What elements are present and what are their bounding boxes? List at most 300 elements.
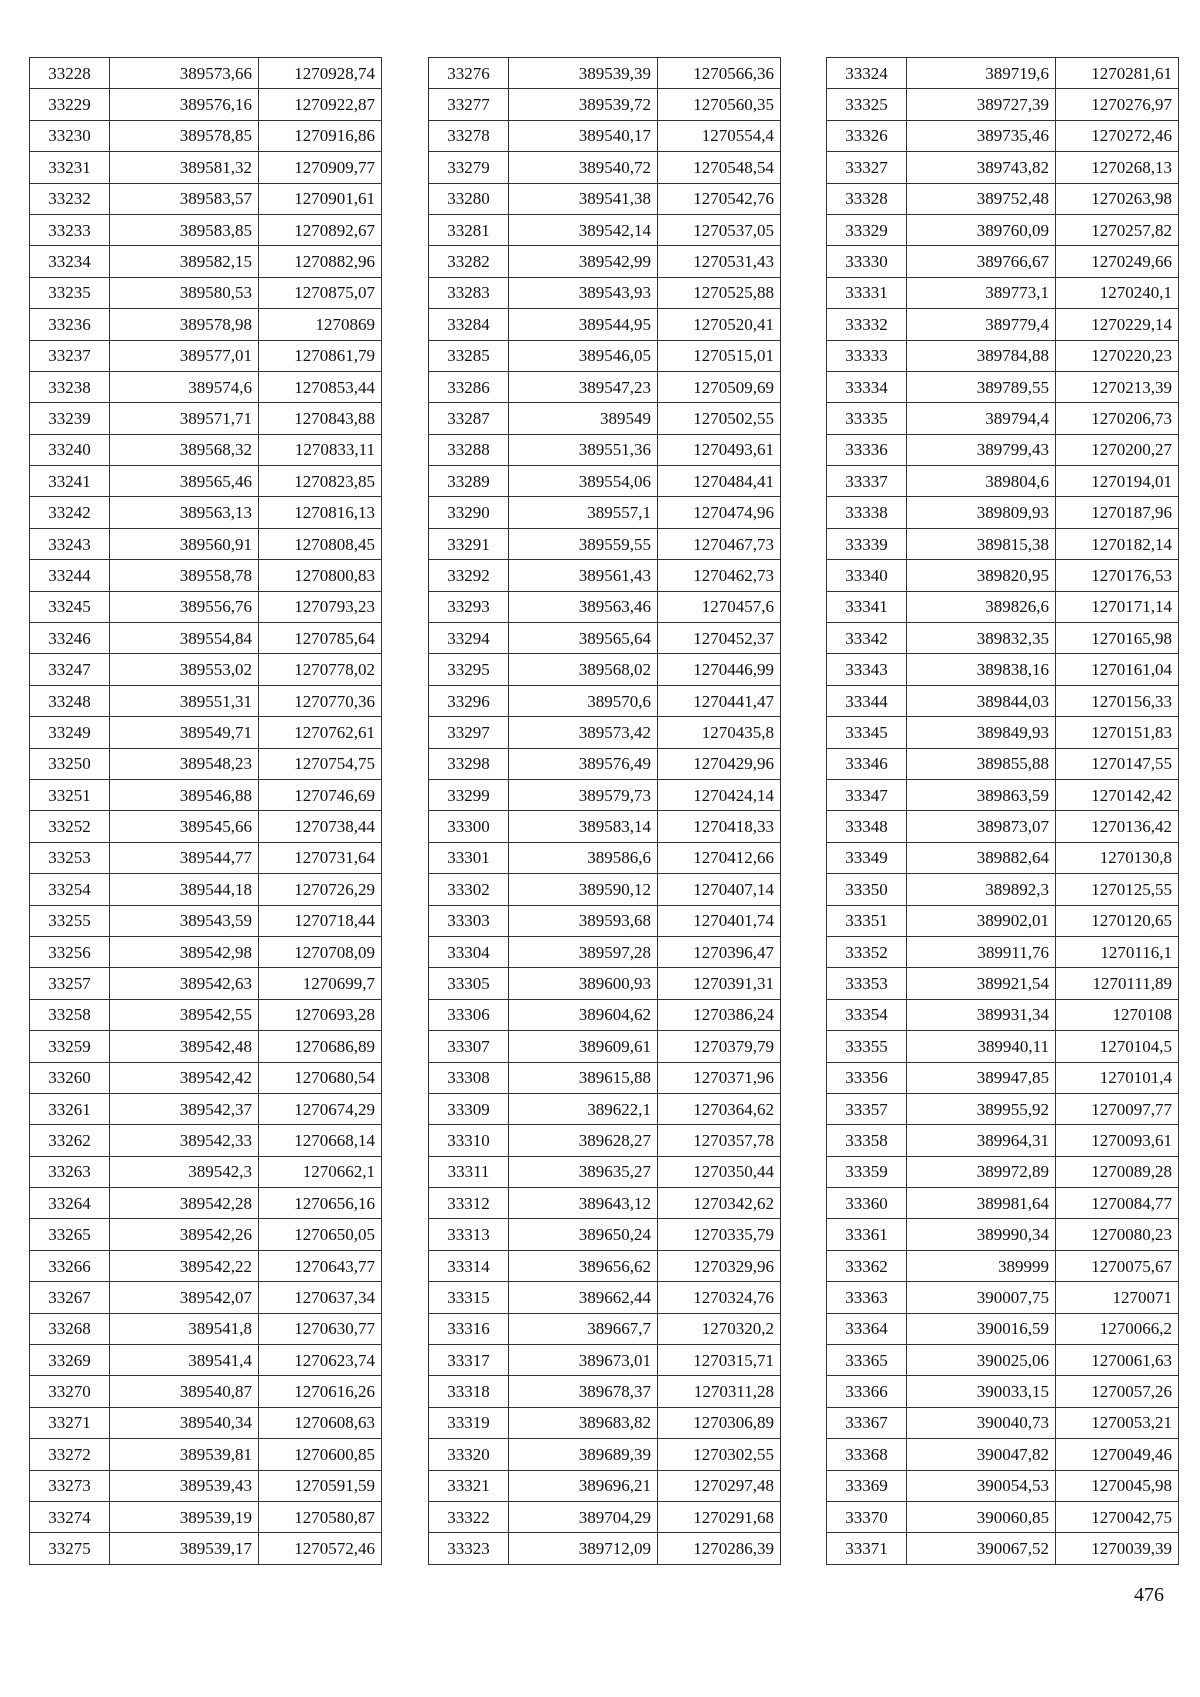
x-coordinate-cell: 389696,21 (509, 1470, 658, 1501)
table-row (827, 214, 1179, 245)
y-coordinate-cell: 1270525,88 (658, 277, 781, 308)
point-id-cell: 33277 (429, 89, 509, 120)
point-id-cell: 33283 (429, 277, 509, 308)
point-id-cell: 33341 (827, 591, 907, 622)
x-coordinate-cell: 389689,39 (509, 1439, 658, 1470)
point-id-cell: 33322 (429, 1501, 509, 1532)
point-id-cell: 33296 (429, 685, 509, 716)
point-id-cell: 33279 (429, 152, 509, 183)
point-id-cell: 33249 (30, 717, 110, 748)
y-coordinate-cell: 1270520,41 (658, 309, 781, 340)
x-coordinate-cell: 389542,26 (110, 1219, 259, 1250)
point-id-cell: 33294 (429, 623, 509, 654)
y-coordinate-cell: 1270537,05 (658, 214, 781, 245)
x-coordinate-cell: 389541,4 (110, 1345, 259, 1376)
x-coordinate-cell: 389543,93 (509, 277, 658, 308)
x-coordinate-cell: 389542,22 (110, 1250, 259, 1281)
y-coordinate-cell: 1270053,21 (1056, 1407, 1179, 1438)
x-coordinate-cell: 389579,73 (509, 779, 658, 810)
y-coordinate-cell: 1270808,45 (259, 528, 382, 559)
table-row (827, 403, 1179, 434)
y-coordinate-cell: 1270608,63 (259, 1407, 382, 1438)
point-id-cell: 33284 (429, 309, 509, 340)
point-id-cell: 33246 (30, 623, 110, 654)
y-coordinate-cell: 1270861,79 (259, 340, 382, 371)
x-coordinate-cell: 389704,29 (509, 1501, 658, 1532)
x-coordinate-cell: 389964,31 (907, 1125, 1056, 1156)
x-coordinate-cell: 389586,6 (509, 842, 658, 873)
point-id-cell: 33280 (429, 183, 509, 214)
x-coordinate-cell: 389544,18 (110, 874, 259, 905)
y-coordinate-cell: 1270104,5 (1056, 1031, 1179, 1062)
table-row (827, 1376, 1179, 1407)
table-row (429, 309, 781, 340)
x-coordinate-cell: 389544,77 (110, 842, 259, 873)
x-coordinate-cell: 389815,38 (907, 528, 1056, 559)
table-row (429, 403, 781, 434)
point-id-cell: 33313 (429, 1219, 509, 1250)
point-id-cell: 33299 (429, 779, 509, 810)
point-id-cell: 33263 (30, 1156, 110, 1187)
x-coordinate-cell: 389551,36 (509, 434, 658, 465)
y-coordinate-cell: 1270823,85 (259, 466, 382, 497)
y-coordinate-cell: 1270800,83 (259, 560, 382, 591)
point-id-cell: 33321 (429, 1470, 509, 1501)
x-coordinate-cell: 389542,55 (110, 999, 259, 1030)
point-id-cell: 33265 (30, 1219, 110, 1250)
y-coordinate-cell: 1270324,76 (658, 1282, 781, 1313)
point-id-cell: 33289 (429, 466, 509, 497)
table-row (827, 1219, 1179, 1250)
table-row (30, 152, 382, 183)
x-coordinate-cell: 389539,17 (110, 1533, 259, 1564)
table-row (429, 811, 781, 842)
x-coordinate-cell: 389832,35 (907, 623, 1056, 654)
table-row (30, 999, 382, 1030)
y-coordinate-cell: 1270869 (259, 309, 382, 340)
table-row (827, 497, 1179, 528)
y-coordinate-cell: 1270371,96 (658, 1062, 781, 1093)
x-coordinate-cell: 389539,39 (509, 58, 658, 89)
y-coordinate-cell: 1270039,39 (1056, 1533, 1179, 1564)
y-coordinate-cell: 1270176,53 (1056, 560, 1179, 591)
y-coordinate-cell: 1270875,07 (259, 277, 382, 308)
x-coordinate-cell: 389542,99 (509, 246, 658, 277)
x-coordinate-cell: 390060,85 (907, 1501, 1056, 1532)
x-coordinate-cell: 389577,01 (110, 340, 259, 371)
coordinate-table-3 (826, 57, 1179, 1565)
point-id-cell: 33307 (429, 1031, 509, 1062)
table-row (429, 120, 781, 151)
point-id-cell: 33271 (30, 1407, 110, 1438)
point-id-cell: 33232 (30, 183, 110, 214)
x-coordinate-cell: 389662,44 (509, 1282, 658, 1313)
point-id-cell: 33305 (429, 968, 509, 999)
x-coordinate-cell: 389543,59 (110, 905, 259, 936)
x-coordinate-cell: 389541,8 (110, 1313, 259, 1344)
y-coordinate-cell: 1270302,55 (658, 1439, 781, 1470)
y-coordinate-cell: 1270816,13 (259, 497, 382, 528)
y-coordinate-cell: 1270342,62 (658, 1188, 781, 1219)
table-row (30, 968, 382, 999)
table-row (429, 528, 781, 559)
table-row (827, 1533, 1179, 1564)
x-coordinate-cell: 389563,46 (509, 591, 658, 622)
table-row (30, 874, 382, 905)
point-id-cell: 33262 (30, 1125, 110, 1156)
y-coordinate-cell: 1270120,65 (1056, 905, 1179, 936)
point-id-cell: 33233 (30, 214, 110, 245)
x-coordinate-cell: 389794,4 (907, 403, 1056, 434)
point-id-cell: 33332 (827, 309, 907, 340)
point-id-cell: 33349 (827, 842, 907, 873)
x-coordinate-cell: 389544,95 (509, 309, 658, 340)
x-coordinate-cell: 389902,01 (907, 905, 1056, 936)
y-coordinate-cell: 1270566,36 (658, 58, 781, 89)
point-id-cell: 33316 (429, 1313, 509, 1344)
y-coordinate-cell: 1270108 (1056, 999, 1179, 1030)
table-row (827, 371, 1179, 402)
x-coordinate-cell: 389542,42 (110, 1062, 259, 1093)
table-row (429, 999, 781, 1030)
table-row (30, 1407, 382, 1438)
x-coordinate-cell: 389981,64 (907, 1188, 1056, 1219)
x-coordinate-cell: 389546,88 (110, 779, 259, 810)
x-coordinate-cell: 389643,12 (509, 1188, 658, 1219)
point-id-cell: 33334 (827, 371, 907, 402)
table-row (429, 779, 781, 810)
y-coordinate-cell: 1270656,16 (259, 1188, 382, 1219)
y-coordinate-cell: 1270616,26 (259, 1376, 382, 1407)
point-id-cell: 33324 (827, 58, 907, 89)
x-coordinate-cell: 389622,1 (509, 1093, 658, 1124)
point-id-cell: 33352 (827, 936, 907, 967)
point-id-cell: 33303 (429, 905, 509, 936)
table-row (827, 654, 1179, 685)
point-id-cell: 33295 (429, 654, 509, 685)
point-id-cell: 33239 (30, 403, 110, 434)
table-row (30, 591, 382, 622)
x-coordinate-cell: 389546,05 (509, 340, 658, 371)
table-row (429, 1501, 781, 1532)
y-coordinate-cell: 1270452,37 (658, 623, 781, 654)
table-row (827, 1093, 1179, 1124)
x-coordinate-cell: 389553,02 (110, 654, 259, 685)
point-id-cell: 33312 (429, 1188, 509, 1219)
x-coordinate-cell: 389931,34 (907, 999, 1056, 1030)
table-row (30, 1093, 382, 1124)
y-coordinate-cell: 1270424,14 (658, 779, 781, 810)
table-row (30, 466, 382, 497)
table-row (30, 1533, 382, 1564)
y-coordinate-cell: 1270686,89 (259, 1031, 382, 1062)
x-coordinate-cell: 389838,16 (907, 654, 1056, 685)
point-id-cell: 33360 (827, 1188, 907, 1219)
x-coordinate-cell: 389597,28 (509, 936, 658, 967)
table-row (30, 623, 382, 654)
y-coordinate-cell: 1270066,2 (1056, 1313, 1179, 1344)
x-coordinate-cell: 389542,63 (110, 968, 259, 999)
x-coordinate-cell: 389784,88 (907, 340, 1056, 371)
table-row (827, 968, 1179, 999)
table-row (827, 1313, 1179, 1344)
y-coordinate-cell: 1270708,09 (259, 936, 382, 967)
x-coordinate-cell: 389911,76 (907, 936, 1056, 967)
x-coordinate-cell: 389779,4 (907, 309, 1056, 340)
x-coordinate-cell: 390007,75 (907, 1282, 1056, 1313)
x-coordinate-cell: 389600,93 (509, 968, 658, 999)
y-coordinate-cell: 1270061,63 (1056, 1345, 1179, 1376)
point-id-cell: 33297 (429, 717, 509, 748)
y-coordinate-cell: 1270182,14 (1056, 528, 1179, 559)
x-coordinate-cell: 389735,46 (907, 120, 1056, 151)
y-coordinate-cell: 1270156,33 (1056, 685, 1179, 716)
point-id-cell: 33256 (30, 936, 110, 967)
y-coordinate-cell: 1270738,44 (259, 811, 382, 842)
table-row (30, 183, 382, 214)
y-coordinate-cell: 1270457,6 (658, 591, 781, 622)
table-row (827, 842, 1179, 873)
table-row (827, 183, 1179, 214)
table-row (827, 58, 1179, 89)
y-coordinate-cell: 1270778,02 (259, 654, 382, 685)
point-id-cell: 33325 (827, 89, 907, 120)
x-coordinate-cell: 389583,57 (110, 183, 259, 214)
y-coordinate-cell: 1270833,11 (259, 434, 382, 465)
point-id-cell: 33367 (827, 1407, 907, 1438)
table-row (429, 842, 781, 873)
point-id-cell: 33331 (827, 277, 907, 308)
table-row (30, 1282, 382, 1313)
x-coordinate-cell: 389554,06 (509, 466, 658, 497)
y-coordinate-cell: 1270089,28 (1056, 1156, 1179, 1187)
y-coordinate-cell: 1270580,87 (259, 1501, 382, 1532)
x-coordinate-cell: 389558,78 (110, 560, 259, 591)
x-coordinate-cell: 389568,02 (509, 654, 658, 685)
x-coordinate-cell: 389542,98 (110, 936, 259, 967)
table-row (30, 434, 382, 465)
x-coordinate-cell: 389999 (907, 1250, 1056, 1281)
x-coordinate-cell: 389955,92 (907, 1093, 1056, 1124)
x-coordinate-cell: 390016,59 (907, 1313, 1056, 1344)
y-coordinate-cell: 1270084,77 (1056, 1188, 1179, 1219)
y-coordinate-cell: 1270853,44 (259, 371, 382, 402)
point-id-cell: 33338 (827, 497, 907, 528)
y-coordinate-cell: 1270257,82 (1056, 214, 1179, 245)
point-id-cell: 33273 (30, 1470, 110, 1501)
x-coordinate-cell: 389609,61 (509, 1031, 658, 1062)
y-coordinate-cell: 1270142,42 (1056, 779, 1179, 810)
y-coordinate-cell: 1270097,77 (1056, 1093, 1179, 1124)
y-coordinate-cell: 1270909,77 (259, 152, 382, 183)
x-coordinate-cell: 389576,49 (509, 748, 658, 779)
point-id-cell: 33329 (827, 214, 907, 245)
table-row (429, 1219, 781, 1250)
table-row (827, 748, 1179, 779)
x-coordinate-cell: 389540,17 (509, 120, 658, 151)
x-coordinate-cell: 389990,34 (907, 1219, 1056, 1250)
coordinate-table-1 (29, 57, 382, 1565)
x-coordinate-cell: 389855,88 (907, 748, 1056, 779)
y-coordinate-cell: 1270401,74 (658, 905, 781, 936)
x-coordinate-cell: 389540,34 (110, 1407, 259, 1438)
x-coordinate-cell: 389541,38 (509, 183, 658, 214)
table-row (30, 905, 382, 936)
point-id-cell: 33270 (30, 1376, 110, 1407)
x-coordinate-cell: 389542,28 (110, 1188, 259, 1219)
table-row (429, 277, 781, 308)
x-coordinate-cell: 389557,1 (509, 497, 658, 528)
table-row (429, 89, 781, 120)
point-id-cell: 33310 (429, 1125, 509, 1156)
x-coordinate-cell: 389559,55 (509, 528, 658, 559)
y-coordinate-cell: 1270272,46 (1056, 120, 1179, 151)
table-row (827, 1282, 1179, 1313)
table-row (30, 1156, 382, 1187)
y-coordinate-cell: 1270699,7 (259, 968, 382, 999)
x-coordinate-cell: 389892,3 (907, 874, 1056, 905)
y-coordinate-cell: 1270429,96 (658, 748, 781, 779)
x-coordinate-cell: 389656,62 (509, 1250, 658, 1281)
y-coordinate-cell: 1270542,76 (658, 183, 781, 214)
y-coordinate-cell: 1270718,44 (259, 905, 382, 936)
y-coordinate-cell: 1270726,29 (259, 874, 382, 905)
table-row (429, 1031, 781, 1062)
y-coordinate-cell: 1270572,46 (259, 1533, 382, 1564)
y-coordinate-cell: 1270315,71 (658, 1345, 781, 1376)
table-row (429, 623, 781, 654)
x-coordinate-cell: 389673,01 (509, 1345, 658, 1376)
y-coordinate-cell: 1270291,68 (658, 1501, 781, 1532)
table-row (30, 717, 382, 748)
table-row (429, 717, 781, 748)
y-coordinate-cell: 1270793,23 (259, 591, 382, 622)
point-id-cell: 33231 (30, 152, 110, 183)
x-coordinate-cell: 389789,55 (907, 371, 1056, 402)
table-row (429, 1282, 781, 1313)
point-id-cell: 33293 (429, 591, 509, 622)
point-id-cell: 33298 (429, 748, 509, 779)
table-row (827, 999, 1179, 1030)
table-row (429, 1439, 781, 1470)
x-coordinate-cell: 389542,48 (110, 1031, 259, 1062)
y-coordinate-cell: 1270147,55 (1056, 748, 1179, 779)
point-id-cell: 33267 (30, 1282, 110, 1313)
point-id-cell: 33266 (30, 1250, 110, 1281)
y-coordinate-cell: 1270922,87 (259, 89, 382, 120)
point-id-cell: 33326 (827, 120, 907, 151)
point-id-cell: 33370 (827, 1501, 907, 1532)
point-id-cell: 33359 (827, 1156, 907, 1187)
table-row (30, 371, 382, 402)
point-id-cell: 33276 (429, 58, 509, 89)
x-coordinate-cell: 389921,54 (907, 968, 1056, 999)
table-row (827, 89, 1179, 120)
y-coordinate-cell: 1270165,98 (1056, 623, 1179, 654)
point-id-cell: 33327 (827, 152, 907, 183)
x-coordinate-cell: 389539,81 (110, 1439, 259, 1470)
x-coordinate-cell: 389542,33 (110, 1125, 259, 1156)
x-coordinate-cell: 389773,1 (907, 277, 1056, 308)
y-coordinate-cell: 1270462,73 (658, 560, 781, 591)
x-coordinate-cell: 389565,46 (110, 466, 259, 497)
point-id-cell: 33244 (30, 560, 110, 591)
y-coordinate-cell: 1270075,67 (1056, 1250, 1179, 1281)
y-coordinate-cell: 1270171,14 (1056, 591, 1179, 622)
y-coordinate-cell: 1270080,23 (1056, 1219, 1179, 1250)
point-id-cell: 33286 (429, 371, 509, 402)
point-id-cell: 33254 (30, 874, 110, 905)
x-coordinate-cell: 389882,64 (907, 842, 1056, 873)
table-row (30, 246, 382, 277)
point-id-cell: 33251 (30, 779, 110, 810)
table-row (30, 1376, 382, 1407)
y-coordinate-cell: 1270892,67 (259, 214, 382, 245)
y-coordinate-cell: 1270441,47 (658, 685, 781, 716)
x-coordinate-cell: 390040,73 (907, 1407, 1056, 1438)
table-row (30, 403, 382, 434)
y-coordinate-cell: 1270357,78 (658, 1125, 781, 1156)
point-id-cell: 33345 (827, 717, 907, 748)
y-coordinate-cell: 1270693,28 (259, 999, 382, 1030)
point-id-cell: 33362 (827, 1250, 907, 1281)
y-coordinate-cell: 1270916,86 (259, 120, 382, 151)
x-coordinate-cell: 389574,6 (110, 371, 259, 402)
table-row (429, 968, 781, 999)
table-row (827, 466, 1179, 497)
point-id-cell: 33290 (429, 497, 509, 528)
y-coordinate-cell: 1270229,14 (1056, 309, 1179, 340)
y-coordinate-cell: 1270151,83 (1056, 717, 1179, 748)
table-row (30, 1501, 382, 1532)
table-row (30, 120, 382, 151)
point-id-cell: 33355 (827, 1031, 907, 1062)
x-coordinate-cell: 389590,12 (509, 874, 658, 905)
x-coordinate-cell: 389539,43 (110, 1470, 259, 1501)
y-coordinate-cell: 1270306,89 (658, 1407, 781, 1438)
y-coordinate-cell: 1270116,1 (1056, 936, 1179, 967)
table-row (30, 936, 382, 967)
point-id-cell: 33257 (30, 968, 110, 999)
table-row (827, 936, 1179, 967)
y-coordinate-cell: 1270467,73 (658, 528, 781, 559)
point-id-cell: 33269 (30, 1345, 110, 1376)
x-coordinate-cell: 389719,6 (907, 58, 1056, 89)
y-coordinate-cell: 1270412,66 (658, 842, 781, 873)
point-id-cell: 33238 (30, 371, 110, 402)
table-row (30, 309, 382, 340)
table-row (827, 1031, 1179, 1062)
y-coordinate-cell: 1270200,27 (1056, 434, 1179, 465)
y-coordinate-cell: 1270311,28 (658, 1376, 781, 1407)
x-coordinate-cell: 389547,23 (509, 371, 658, 402)
x-coordinate-cell: 389593,68 (509, 905, 658, 936)
x-coordinate-cell: 389565,64 (509, 623, 658, 654)
point-id-cell: 33347 (827, 779, 907, 810)
table-row (30, 340, 382, 371)
point-id-cell: 33247 (30, 654, 110, 685)
y-coordinate-cell: 1270680,54 (259, 1062, 382, 1093)
point-id-cell: 33285 (429, 340, 509, 371)
point-id-cell: 33236 (30, 309, 110, 340)
y-coordinate-cell: 1270509,69 (658, 371, 781, 402)
point-id-cell: 33304 (429, 936, 509, 967)
table-row (429, 936, 781, 967)
y-coordinate-cell: 1270240,1 (1056, 277, 1179, 308)
y-coordinate-cell: 1270770,36 (259, 685, 382, 716)
table-row (827, 277, 1179, 308)
table-row (30, 1439, 382, 1470)
